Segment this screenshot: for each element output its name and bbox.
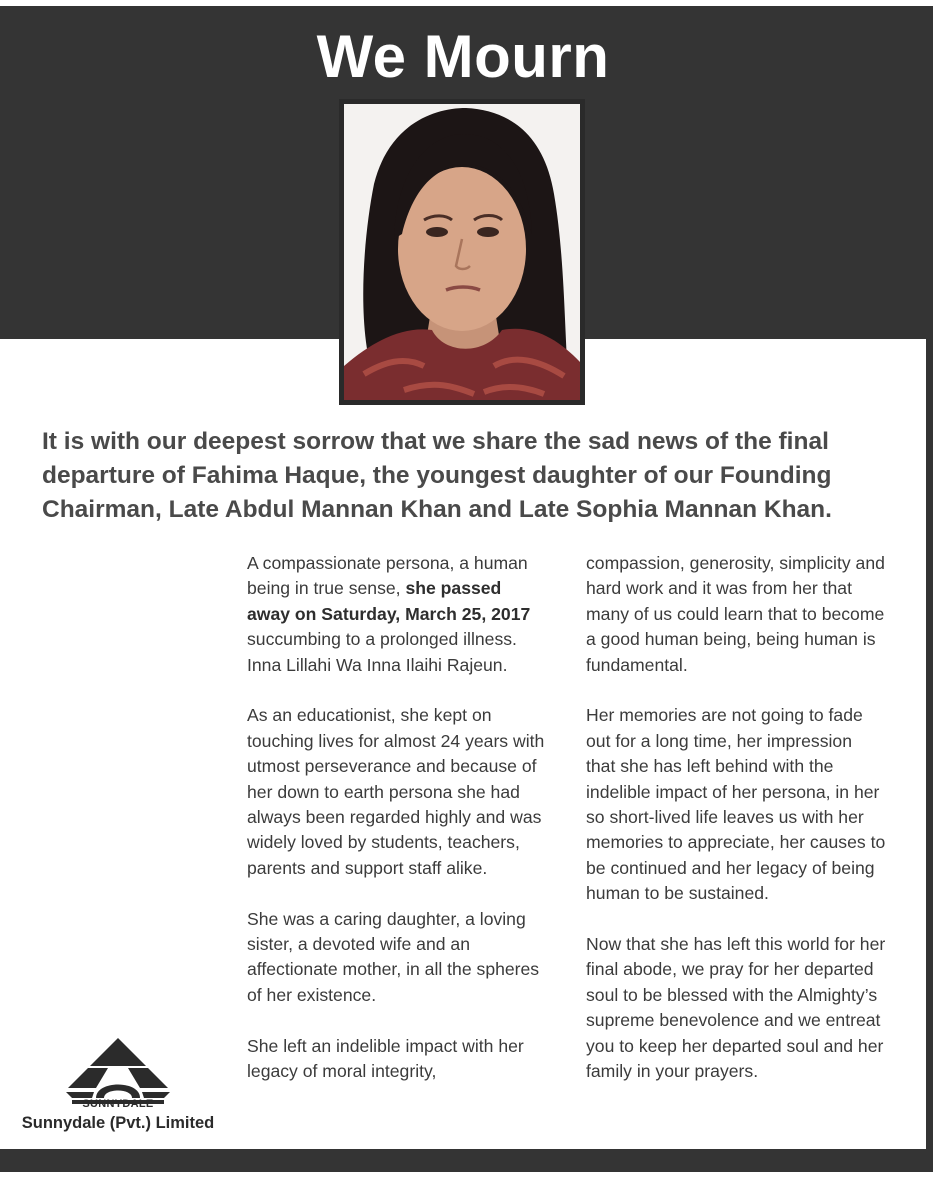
body-column-left — [247, 551, 547, 1110]
body-column-right — [586, 551, 886, 1110]
footer-band — [0, 1149, 933, 1172]
lead-statement: It is with our deepest sorrow that we share the sad news of the final departure of Fahima Haque, the youngest daughter of our Founding Chairman, Late Abdul Mannan Khan and Late Sophia Mannan Khan. — [42, 428, 832, 523]
paragraph-6: Now that she has left this world for her final abode, we pray for her departed soul to be blessed with the Almighty’s supreme benevolence and we entreat you to keep her departed soul and her family in your prayers. — [586, 934, 886, 1082]
paragraph-3: She was a caring daughter, a loving sister, a devoted wife and an affectionate mother, in all the spheres of her existence. — [247, 908, 540, 1005]
paragraph-4-continued: compassion, generosity, simplicity and hard work and it was from her that many of us could learn that to become a good human being, being human is fundamental. — [586, 553, 885, 675]
passing-date-highlight: she passed away on Saturday, March 25, 2017 — [247, 578, 531, 624]
paragraph-5: Her memories are not going to fade out for a long time, her impression that she has left behind with the indelible impact of her persona, in her so short-lived life leaves us with her memories to appreciate, her causes to be continued and her legacy of being human to be sustained. — [586, 705, 886, 904]
company-name: Sunnydale (Pvt.) Limited — [21, 1114, 215, 1132]
logo-wordmark: SUNNYDALE — [82, 1098, 154, 1110]
paragraph-1: A compassionate persona, a human being in true sense, she passed away on Saturday, March 25, 2017 succumbing to a prolonged illness. Inna Lillahi Wa Inna Ilaihi Rajeun. — [247, 553, 531, 675]
portrait-photo — [344, 104, 580, 400]
right-edge-band — [926, 6, 933, 1172]
paragraph-2: As an educationist, she kept on touching lives for almost 24 years with utmost perseverance and because of her down to earth persona she had always been regarded highly and was widely loved by students, teachers, parents and support staff alike. — [247, 705, 545, 878]
paragraph-4-start: She left an indelible impact with her legacy of moral integrity, — [247, 1035, 524, 1082]
page-title: We Mourn — [316, 23, 610, 90]
